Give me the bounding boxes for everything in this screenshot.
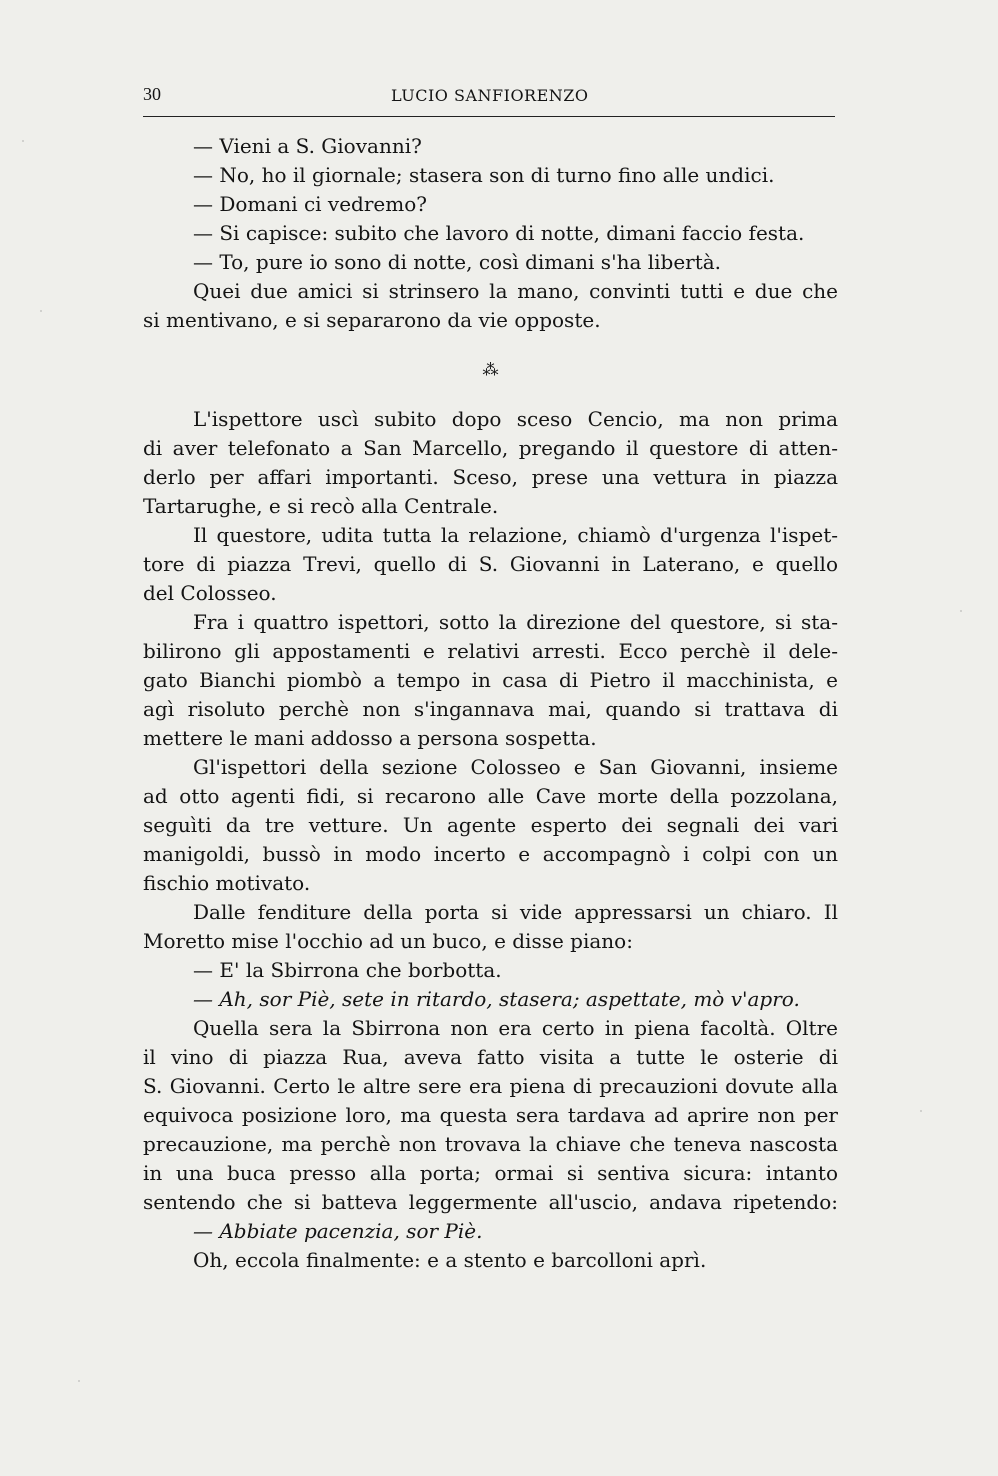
paragraph-line: del Colosseo. (143, 581, 277, 605)
body-text (143, 132, 838, 1275)
paragraph-line: si mentivano, e si separarono da vie opposte. (143, 308, 601, 332)
dialogue-line: — No, ho il giornale; stasera son di turno fino alle undici. (193, 163, 775, 187)
dialogue-line-italic: — Abbiate pacenzia, sor Piè. (193, 1219, 483, 1243)
dialogue-line: — Domani ci vedremo? (193, 192, 427, 216)
paragraph-line: L'ispettore uscì subito dopo sceso Cencio, ma non prima (193, 407, 838, 431)
running-head: LUCIO SANFIORENZO (391, 86, 589, 105)
dialogue-line: — E' la Sbirrona che borbotta. (193, 958, 502, 982)
dialogue-line: — To, pure io sono di notte, così dimani s'ha libertà. (193, 250, 722, 274)
paragraph-line: equivoca posizione loro, ma questa sera tardava ad aprire non per (143, 1103, 838, 1127)
section-gap (143, 387, 838, 405)
paper-speck (960, 610, 962, 612)
page-header (143, 80, 835, 116)
paragraph-line: Quei due amici si strinsero la mano, convinti tutti e due che (193, 279, 838, 303)
paper-speck (920, 1110, 922, 1112)
page-number: 30 (143, 84, 161, 104)
paragraph-line: ad otto agenti fidi, si recarono alle Cave morte della pozzolana, (143, 784, 838, 808)
paragraph-line: sentendo che si batteva leggermente all'uscio, andava ripetendo: (143, 1190, 838, 1214)
asterism-divider: ⁂ (482, 360, 499, 379)
paper-speck (40, 310, 42, 312)
paragraph-line: mettere le mani addosso a persona sospetta. (143, 726, 597, 750)
paragraph-line: Fra i quattro ispettori, sotto la direzione del questore, si sta- (193, 610, 838, 634)
dialogue-line: — Vieni a S. Giovanni? (193, 134, 422, 158)
paragraph-line: Gl'ispettori della sezione Colosseo e San Giovanni, insieme (193, 755, 838, 779)
paragraph-line: seguìti da tre vetture. Un agente esperto dei segnali dei vari (143, 813, 838, 837)
paragraph-line: derlo per affari importanti. Sceso, prese una vettura in piazza (143, 465, 838, 489)
paper-speck (78, 1380, 80, 1382)
section-gap (143, 335, 838, 353)
header-rule (143, 116, 835, 117)
paragraph-line: in una buca presso alla porta; ormai si sentiva sicura: intanto (143, 1161, 838, 1185)
paragraph-line: il vino di piazza Rua, aveva fatto visita a tutte le osterie di (143, 1045, 838, 1069)
paragraph-line: S. Giovanni. Certo le altre sere era piena di precauzioni dovute alla (143, 1074, 838, 1098)
dialogue-line: — Si capisce: subito che lavoro di notte, dimani faccio festa. (193, 221, 805, 245)
paragraph-line: Moretto mise l'occhio ad un buco, e disse piano: (143, 929, 633, 953)
paragraph-line: precauzione, ma perchè non trovava la chiave che teneva nascosta (143, 1132, 838, 1156)
paragraph-line: tore di piazza Trevi, quello di S. Giovanni in Laterano, e quello (143, 552, 838, 576)
closing-line: Oh, eccola finalmente: e a stento e barcolloni aprì. (193, 1248, 707, 1272)
paragraph-line: Il questore, udita tutta la relazione, chiamò d'urgenza l'ispet- (193, 523, 838, 547)
paragraph-line: fischio motivato. (143, 871, 311, 895)
paragraph-line: gato Bianchi piombò a tempo in casa di Pietro il macchinista, e (143, 668, 838, 692)
paragraph-line: manigoldi, bussò in modo incerto e accompagnò i colpi con un (143, 842, 838, 866)
paragraph-line: agì risoluto perchè non s'ingannava mai, quando si trattava di (143, 697, 838, 721)
dialogue-line-italic: — Ah, sor Piè, sete in ritardo, stasera; aspettate, mò v'apro. (193, 987, 800, 1011)
paragraph-line: Quella sera la Sbirrona non era certo in piena facoltà. Oltre (193, 1016, 838, 1040)
paragraph-line: Dalle fenditure della porta si vide appressarsi un chiaro. Il (193, 900, 838, 924)
paper-speck (22, 140, 24, 142)
paragraph-line: Tartarughe, e si recò alla Centrale. (143, 494, 499, 518)
paragraph-line: bilirono gli appostamenti e relativi arresti. Ecco perchè il dele- (143, 639, 838, 663)
paragraph-line: di aver telefonato a San Marcello, pregando il questore di atten- (143, 436, 838, 460)
